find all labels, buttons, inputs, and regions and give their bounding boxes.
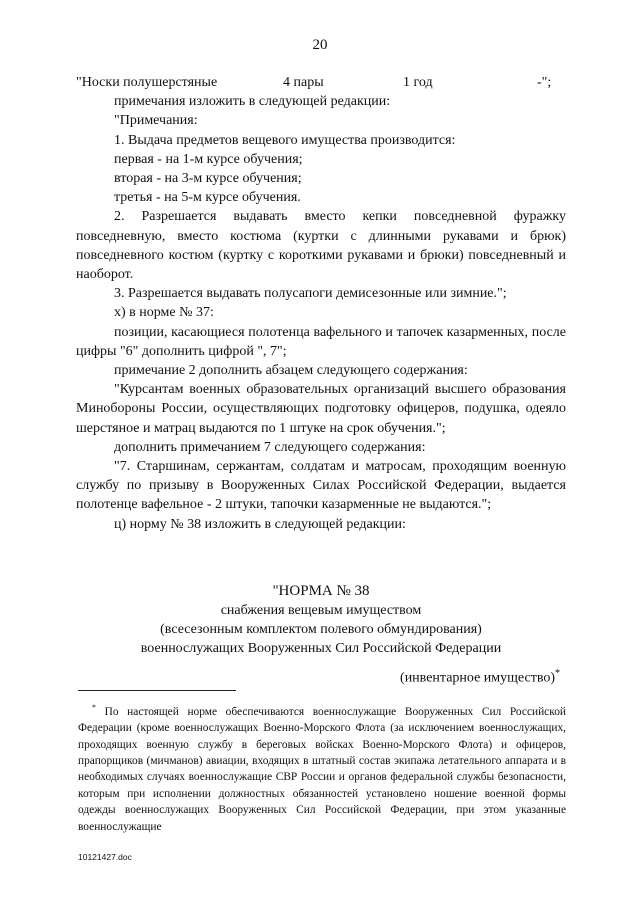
footnote-text: По настоящей норме обеспечиваются военнослужащие Вооруженных Сил Российской Федерации (кроме военнослужащих Военно-Морского Флота (за исключением военнослужащих, проходящих военную службу в береговых войсках Военно-Морского Флота) и офицеров, прапорщиков (мичманов) авиации, входящих в штатный состав экипажа летательного аппарата и в необходимых случаях военнослужащие СВР России и органов федеральной службы безопасности, которым при исполнении должностных обязанностей установлено ношение военной формы одежды военнослужащих Вооруженных Сил Российской Федерации, при этом указанные военнослужащие [78,705,566,833]
paragraph: третья - на 5-м курсе обучения. [114,190,301,206]
socks-row [76,73,566,92]
footnote [78,700,566,835]
paragraph: вторая - на 3-м курсе обучения; [114,171,302,186]
footnote-mark: * [92,703,96,712]
paragraph: первая - на 1-м курсе обучения; [114,151,303,167]
inventory-note [76,664,566,688]
paragraph: примечания изложить в следующей редакции: [114,94,391,110]
paragraph: х) в норме № 37: [114,305,214,321]
socks-quantity: 4 пары [283,75,324,90]
norm-title: "НОРМА № 38 [272,583,370,599]
socks-item: "Носки полушерстяные [76,75,218,90]
paragraph: "7. Старшинам, сержантам, солдатам и матросам, проходящим военную службу по призыву в Вооруженных Силах Российской Федерации, выдается полотенце вафельное - 2 штуки, тапочки казарменные не выдаются."; [76,459,566,513]
norm-subtitle-2: (всесезонным комплектом полевого обмундирования) [160,622,482,637]
paragraph: 1. Выдача предметов вещевого имущества производится: [114,132,456,148]
paragraph: 3. Разрешается выдавать полусапоги демисезонные или зимние."; [114,286,507,302]
paragraph: ц) норму № 38 изложить в следующей редакции: [114,516,406,532]
document-body [76,73,566,534]
socks-end: -"; [537,75,552,90]
paragraph: "Курсантам военных образовательных организаций высшего образования Минобороны России, осуществляющих подготовку офицеров, подушка, одеяло шерстяное и матрац выдаются по 1 штуке на срок обучения."; [76,382,566,436]
paragraph: примечание 2 дополнить абзацем следующего содержания: [114,363,468,379]
norm-heading [76,582,566,688]
inventory-label: (инвентарное имущество) [400,670,555,686]
paragraph: 2. Разрешается выдавать вместо кепки повседневной фуражку повседневную, вместо костюма (куртки с длинными рукавами и брюк) повседневного костюм (куртку с короткими рукавами и брюки) повседневный и наоборот. [76,209,566,283]
paragraph: позиции, касающиеся полотенца вафельного и тапочек казарменных, после цифры "6" дополнить цифрой ", 7"; [76,324,566,359]
norm-subtitle-1: снабжения вещевым имуществом [220,603,422,618]
socks-period: 1 год [403,75,433,90]
footnote-reference: * [555,668,560,679]
paragraph: "Примечания: [114,113,198,129]
document-id: 10121427.doc [78,852,132,862]
page-number: 20 [312,37,328,53]
paragraph: дополнить примечанием 7 следующего содержания: [114,439,426,455]
footnote-separator [78,690,236,691]
norm-subtitle-3: военнослужащих Вооруженных Сил Российской Федерации [140,641,502,656]
